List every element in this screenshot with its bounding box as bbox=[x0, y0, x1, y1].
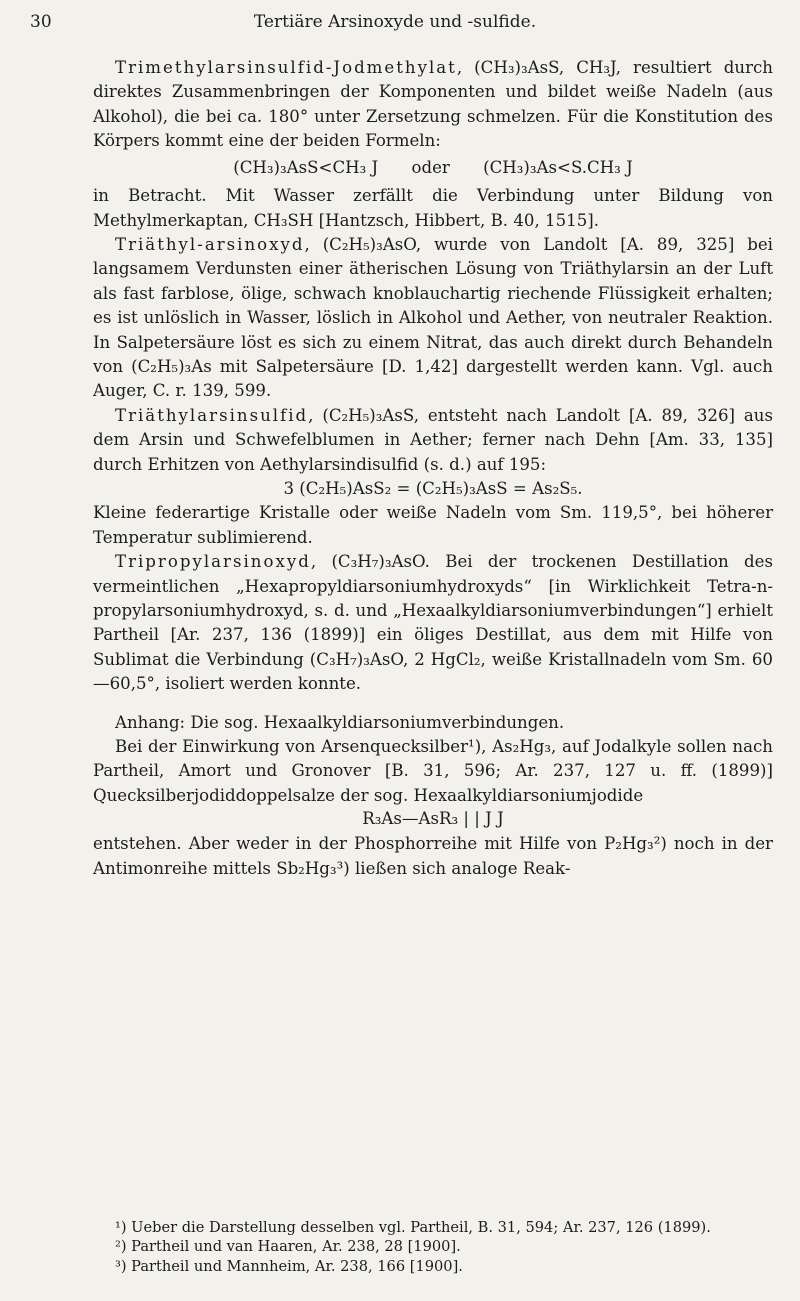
formula-connector: oder bbox=[411, 158, 450, 178]
paragraph-entstehen bbox=[93, 832, 773, 881]
compound-name: Tripropylarsinoxyd bbox=[115, 552, 311, 572]
formula-option-b: (CH₃)₃As<S.CH₃ J bbox=[483, 158, 633, 178]
footnotes bbox=[93, 1218, 783, 1276]
paragraph-tripropylarsinoxyd bbox=[93, 550, 773, 696]
reaction-equation: 3 (C₂H₅)AsS₂ = (C₂H₅)₃AsS = As₂S₅. bbox=[283, 479, 583, 498]
paragraph-text: in Betracht. Mit Wasser zerfällt die Verbindung unter Bildung von Methylmerkaptan, CH₃SH [Hantzsch, Hibbert, B. 40, 1515]. bbox=[93, 186, 773, 230]
body-text bbox=[93, 56, 773, 881]
structure-formula: R₃As—AsR₃ | | J J bbox=[362, 809, 504, 829]
paragraph-einwirkung bbox=[93, 735, 773, 808]
paragraph-kristalle bbox=[93, 501, 773, 550]
paragraph-text: , (C₂H₅)₃AsO, wurde von Landolt [A. 89, 325] bei langsamem Verdunsten einer ätherischen Lösung von Triäthylarsin an der Luft als fast farblose, ölige, schwach knoblauchartig riechende Flüssigkeit erhalten; es ist unlöslich in Wasser, löslich in Alkohol und Aether, von neutraler Reaktion. In Salpetersäure löst es sich zu einem Nitrat, das auch direkt durch Behandeln von (C₂H₅)₃As mit Salpetersäure [D. 1,42] dargestellt werden kann. Vgl. auch Auger, C. r. 139, 599. bbox=[93, 234, 773, 401]
page-header bbox=[30, 12, 760, 36]
running-head: Tertiäre Arsinoxyde und -sulfide. bbox=[253, 12, 537, 32]
paragraph-triaethylarsinoxyd bbox=[93, 233, 773, 404]
formula-option-a: (CH₃)₃AsS<CH₃ J bbox=[233, 158, 379, 178]
footnote-3: ³) Partheil und Mannheim, Ar. 238, 166 [1900]. bbox=[115, 1257, 463, 1275]
paragraph-text: Anhang: Die sog. Hexaalkyldiarsoniumverbindungen. bbox=[115, 712, 565, 732]
paragraph-text: , (C₃H₇)₃AsO. Bei der trockenen Destillation des vermeintlichen „Hexapropyldiarsoniumhydroxyds“ [in Wirklichkeit Tetra-n-propylarsoniumhydroxyd, s. d. und „Hexaalkyldiarsoniumverbindungen“] erhielt Partheil [Ar. 237, 136 (1899)] ein öliges Destillat, aus dem mit Hilfe von Sublimat die Verbindung (C₃H₇)₃AsO, 2 HgCl₂, weiße Kristallnadeln vom Sm. 60—60,5°, isoliert werden konnte. bbox=[93, 552, 773, 694]
page-number: 30 bbox=[30, 12, 52, 32]
paragraph-text: entstehen. Aber weder in der Phosphorreihe mit Hilfe von P₂Hg₃²) noch in der Antimonreihe mittels Sb₂Hg₃³) ließen sich analoge Reak- bbox=[93, 834, 773, 878]
paragraph-text: , (C₂H₅)₃AsS, entsteht nach Landolt [A. 89, 326] aus dem Arsin und Schwefelblumen in Aether; ferner nach Dehn [Am. 33, 135] durch Erhitzen von Aethylarsindisulfid (s. d.) auf 195: bbox=[93, 405, 773, 474]
paragraph-betracht bbox=[93, 184, 773, 233]
paragraph-triaethylarsinsulfid bbox=[93, 404, 773, 477]
paragraph-text: Kleine federartige Kristalle oder weiße Nadeln vom Sm. 119,5°, bei höherer Temperatur sublimierend. bbox=[93, 503, 773, 547]
paragraph-trimethylarsinsulfid bbox=[93, 56, 773, 154]
paragraph-text: , (CH₃)₃AsS, CH₃J, resultiert durch direktes Zusammenbringen der Komponenten und bildet weiße Nadeln (aus Alkohol), die bei ca. 180° unter Zersetzung schmelzen. Für die Konstitution des Körpers kommt eine der beiden Formeln: bbox=[93, 58, 773, 151]
constitution-formulas bbox=[93, 158, 773, 179]
appendix-heading bbox=[93, 711, 773, 735]
paragraph-text: Bei der Einwirkung von Arsenquecksilber¹), As₂Hg₃, auf Jodalkyle sollen nach Partheil, Amort und Gronover [B. 31, 596; Ar. 237, 127 u. ff. (1899)] Quecksilberjodiddoppelsalze der sog. Hexaalkyldiarsoniumjodide bbox=[93, 737, 773, 805]
compound-name: Triäthylarsinsulfid bbox=[115, 405, 309, 425]
footnote-1: ¹) Ueber die Darstellung desselben vgl. Partheil, B. 31, 594; Ar. 237, 126 (1899). bbox=[115, 1219, 711, 1236]
compound-name: Triäthyl-arsinoxyd bbox=[115, 234, 305, 254]
footnote-2: ²) Partheil und van Haaren, Ar. 238, 28 [1900]. bbox=[115, 1238, 461, 1256]
compound-name: Trimethylarsinsulfid-Jodmethylat bbox=[115, 58, 457, 77]
